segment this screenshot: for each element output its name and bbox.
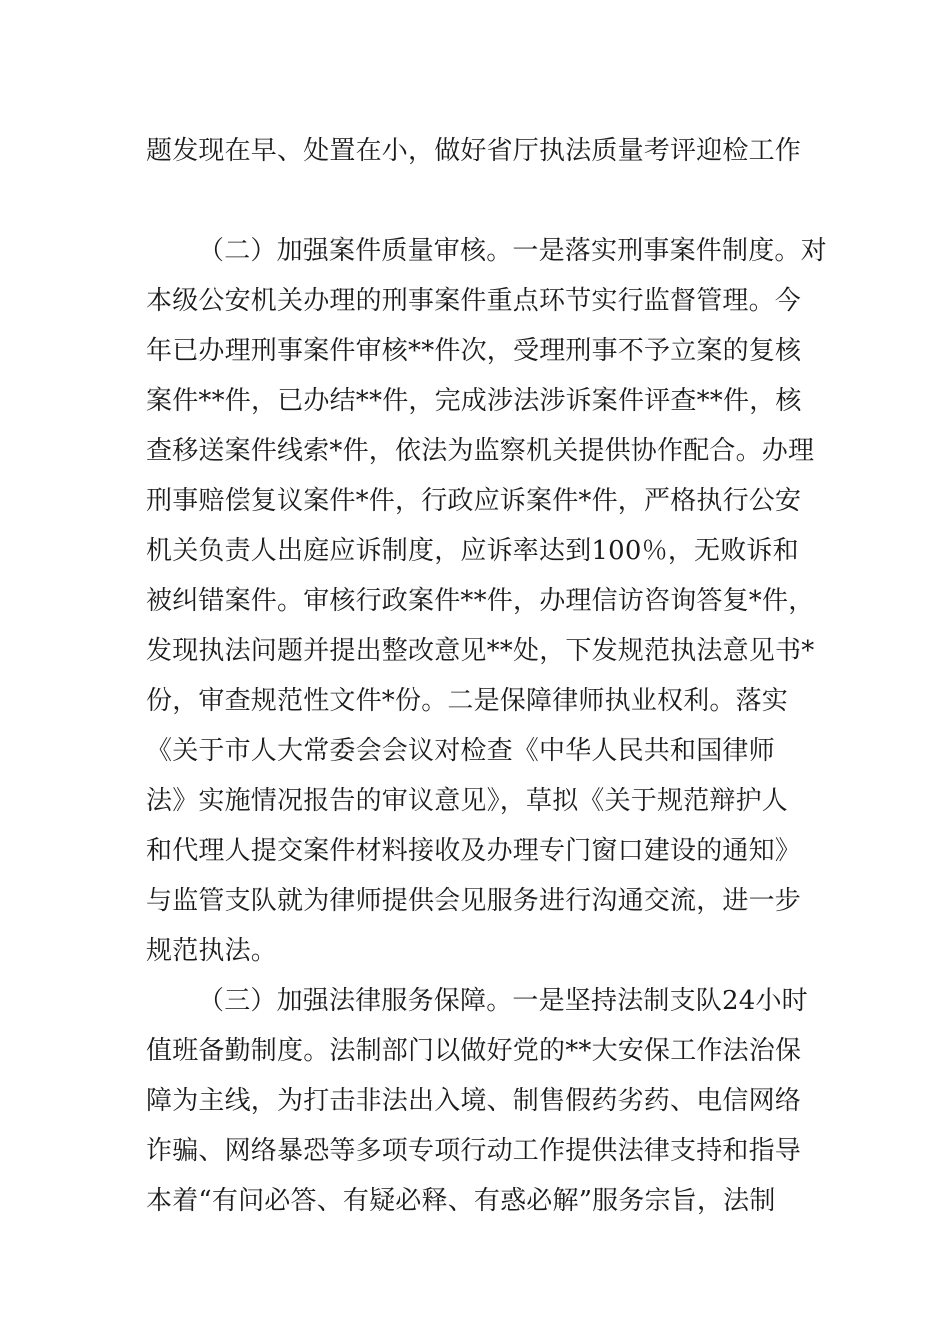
text-line: 法》实施情况报告的审议意见》，草拟《关于规范辩护人 [146,786,789,816]
text-line: 题发现在早、处置在小，做好省厅执法质量考评迎检工作 [146,136,802,166]
text-line: 值班备勤制度。法制部门以做好党的**大安保工作法治保 [146,1036,802,1066]
text-line: 被纠错案件。审核行政案件**件，办理信访咨询答复*件， [146,586,815,616]
text-line: 和代理人提交案件材料接收及办理专门窗口建设的通知》 [146,836,802,866]
text-line: 刑事赔偿复议案件*件，行政应诉案件*件，严格执行公安 [146,486,802,516]
text-line: 本着“有问必答、有疑必释、有惑必解”服务宗旨，法制 [146,1186,776,1216]
text-line: （三）加强法律服务保障。一是坚持法制支队24小时 [198,986,808,1016]
text-line: 年已办理刑事案件审核**件次，受理刑事不予立案的复核 [146,336,802,366]
text-line: 份，审查规范性文件*份。二是保障律师执业权利。落实 [146,686,789,716]
text-line: 与监管支队就为律师提供会见服务进行沟通交流，进一步 [146,886,802,916]
text-line: 诈骗、网络暴恐等多项专项行动工作提供法律支持和指导 [146,1136,802,1166]
text-line: 规范执法。 [146,936,278,966]
text-line: 机关负责人出庭应诉制度，应诉率达到100％，无败诉和 [146,536,799,566]
text-line: 障为主线，为打击非法出入境、制售假药劣药、电信网络 [146,1086,802,1116]
text-line: 本级公安机关办理的刑事案件重点环节实行监督管理。今 [146,286,802,316]
text-line: 案件**件，已办结**件，完成涉法涉诉案件评查**件，核 [146,386,802,416]
text-line: 《关于市人大常委会会议对检查《中华人民共和国律师 [146,736,775,766]
text-line: 发现执法问题并提出整改意见**处，下发规范执法意见书* [146,636,815,666]
text-line: （二）加强案件质量审核。一是落实刑事案件制度。对 [198,236,827,266]
text-line: 查移送案件线索*件，依法为监察机关提供协作配合。办理 [146,436,815,466]
